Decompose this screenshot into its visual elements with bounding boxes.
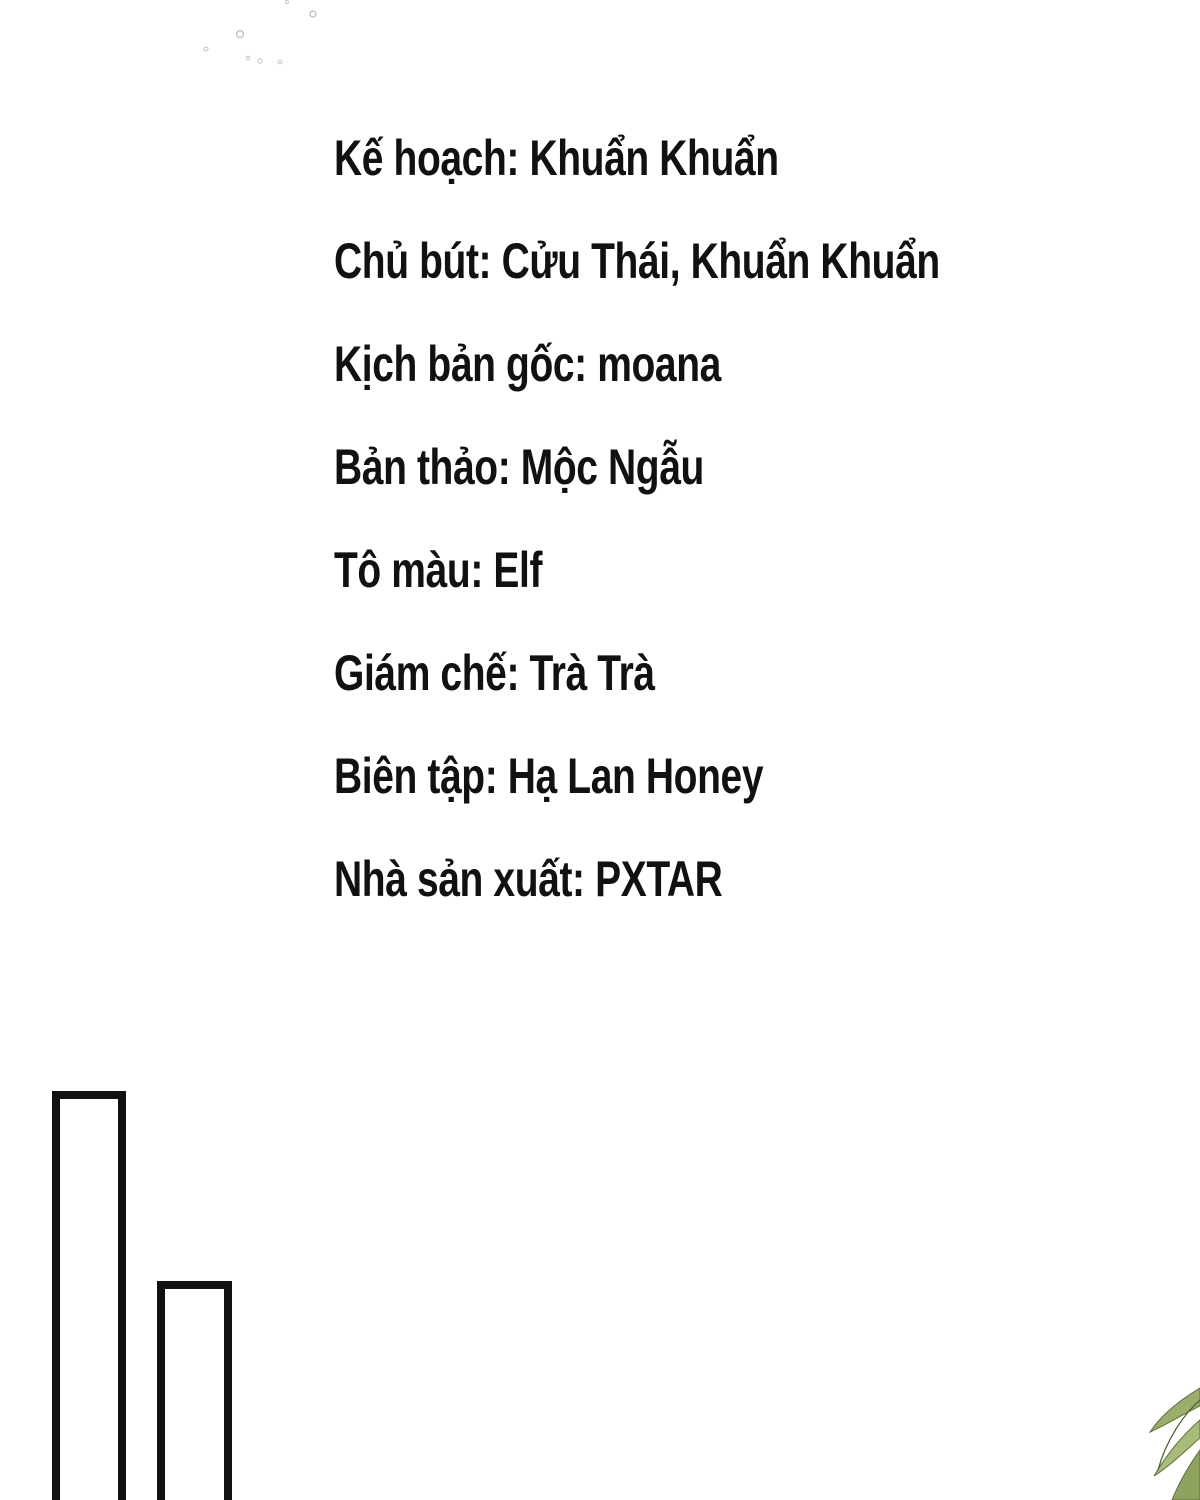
- leaf-decoration: [1140, 1380, 1200, 1500]
- credit-plan: Kế hoạch: Khuẩn Khuẩn: [334, 130, 779, 186]
- credits-list: [334, 128, 1111, 952]
- credit-draft: Bản thảo: Mộc Ngẫu: [334, 439, 704, 495]
- panel-frame-short: [157, 1281, 232, 1500]
- credit-producer: Nhà sản xuất: PXTAR: [334, 851, 723, 907]
- credit-original-script: Kịch bản gốc: moana: [334, 336, 721, 392]
- credit-chief-writer: Chủ bút: Cửu Thái, Khuẩn Khuẩn: [334, 233, 940, 289]
- bubbles-decoration: [0, 0, 340, 80]
- credit-coloring: Tô màu: Elf: [334, 542, 543, 598]
- credit-supervisor: Giám chế: Trà Trà: [334, 645, 655, 701]
- credit-editor: Biên tập: Hạ Lan Honey: [334, 748, 764, 804]
- panel-frame-tall: [52, 1091, 126, 1500]
